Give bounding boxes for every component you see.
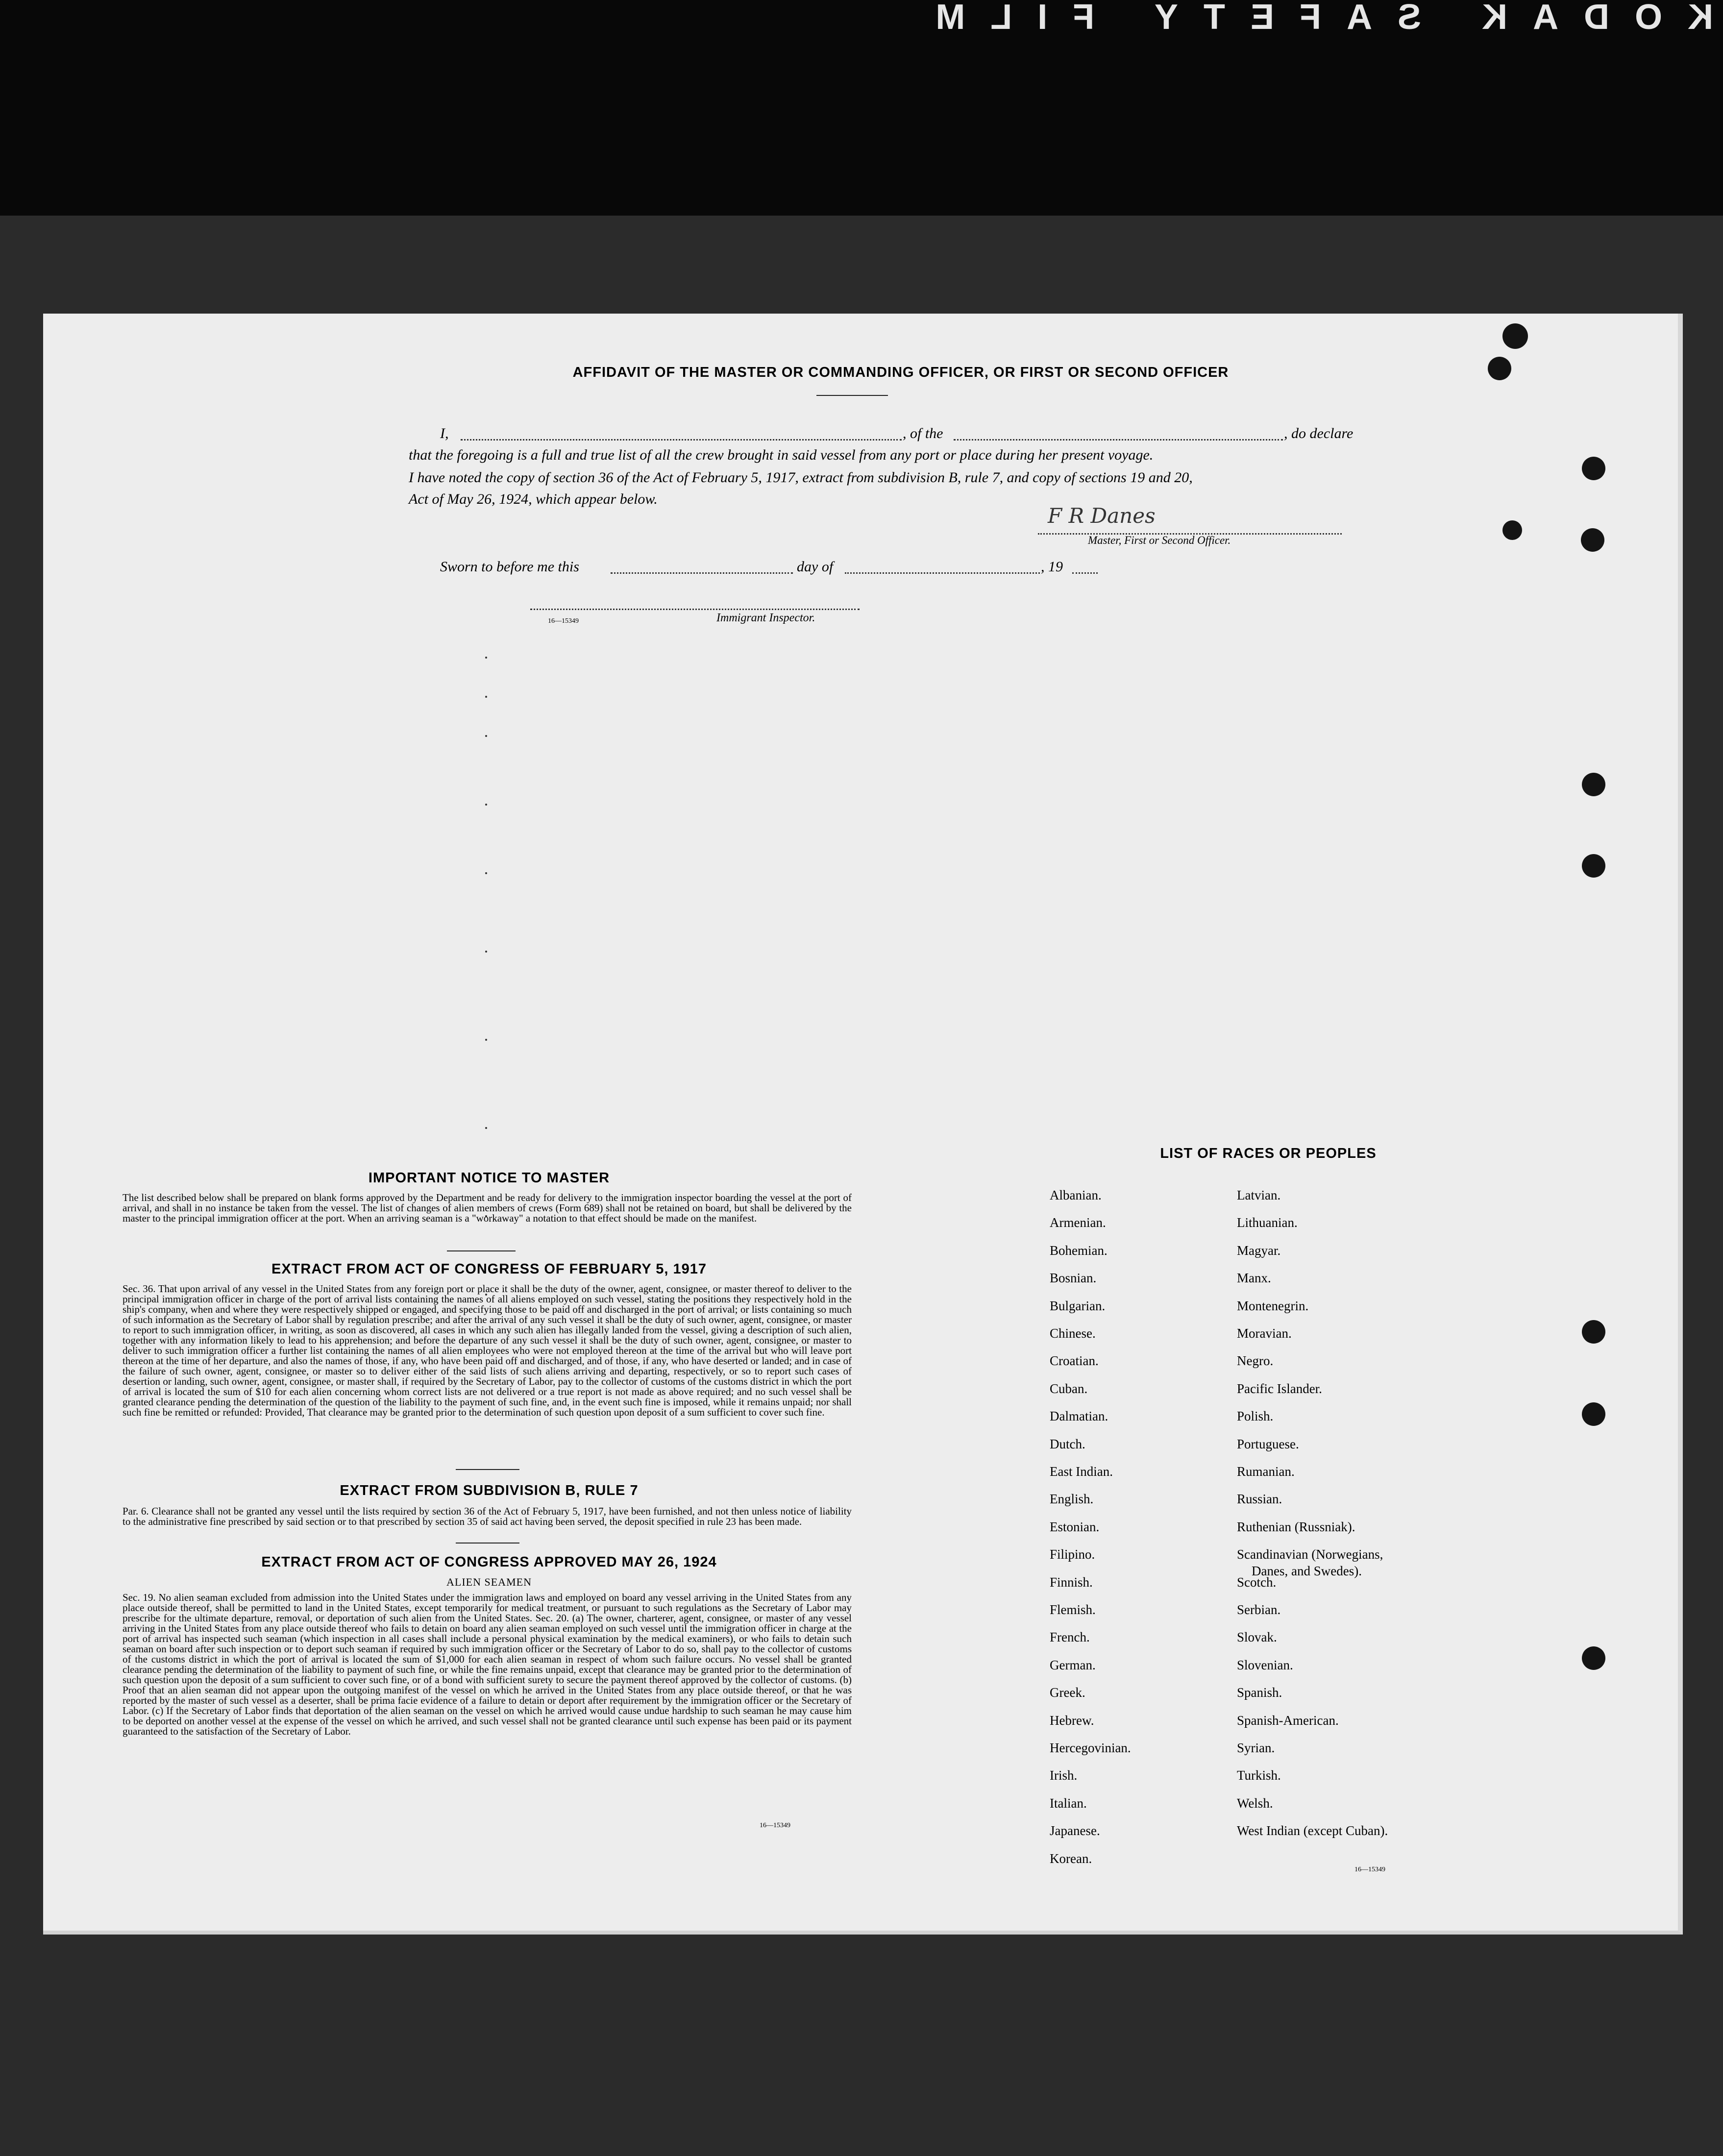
declaration-line-2: that the foregoing is a full and true list of all the crew brought in said vessel from any port or place during her present voyage. — [409, 447, 1154, 463]
race-item: Bohemian. — [1050, 1243, 1108, 1258]
race-item: Danes, and Swedes). — [1252, 1564, 1362, 1579]
race-item: English. — [1050, 1492, 1094, 1507]
notice-text: The list described below shall be prepared on blank forms approved by the Department and be ready for delivery to the immigration inspector boarding the vessel at the port of arrival, and shall in no instance be taken from the vessel. The list of changes of alien members of crews (Form 689) shall not be retained on board, but shall be delivered by the master to the principal immigration officer at the port. When an arriving seaman is a "workaway" a notation to that effect should be made on the manifest. — [123, 1192, 852, 1224]
binder-hole — [1582, 854, 1605, 878]
race-item: Rumanian. — [1237, 1464, 1295, 1479]
extract-1917-text: Sec. 36. That upon arrival of any vessel in the United States from any foreign port or place it shall be the duty of the owner, agent, consignee, or master thereof to deliver to the principal immigration officer in charge of the port of arrival lists containing the names of all aliens employed on such vessel, stating the positions they respectively hold in the ship's company, when and where they were respectively shipped or engaged, and specifying those to be paid off and discharged in the port of arrival; or lists containing so much of such information as the Secretary of Labor shall by regulation prescribe; and after the arrival of any such vessel it shall be the duty of such owner, agent, consignee, or master to report to such immigration officer, in writing, as soon as discovered, all cases in which any such alien has illegally landed from the vessel, giving a description of such alien, together with any information likely to lead to his apprehension; and before the departure of any such vessel it shall be the duty of such owner, agent, consignee, or master to deliver to such immigration officer a further list containing the names of all alien employees who were not employed thereon at the time of the arrival but who will leave port thereon at the time of her departure, and also the names of those, if any, who have been paid off and discharged, and of those, if any, who have deserted or landed; and in case of the failure of such owner, agent, consignee, or master so to deliver either of the said lists of such aliens arriving and departing, respectively, or so to report such cases of desertion or landing, such owner, agent, consignee, or master shall, if required by the Secretary of Labor, pay to the collector of customs of the customs district in which the port of arrival is located the sum of $10 for each alien concerning whom correct lists are not delivered or a true report is not made as above required; and no such vessel shall be granted clearance pending the determination of the question of the liability to the payment of such fine, and, in the event such fine is imposed, while it remains unpaid; nor shall such fine be remitted or refunded: Provided, That clearance may be granted prior to the determination of such question upon deposit of a sum sufficient to cover such fine. — [123, 1283, 852, 1418]
of-the-label: , of the — [903, 425, 943, 441]
race-item: Bosnian. — [1050, 1271, 1097, 1286]
race-item: Slovenian. — [1237, 1657, 1293, 1672]
alien-seamen-subtitle: ALIEN SEAMEN — [446, 1576, 532, 1588]
form-number: 16—15349 — [760, 1822, 790, 1829]
film-border — [0, 0, 1723, 216]
extract-1924-text: Sec. 19. No alien seaman excluded from admission into the United States under the immigration laws and employed on board any vessel arriving in the United States from any place outside thereof, shall be permitted to land in the United States, except temporarily for medical treatment, or pursuant to such regulations as the Secretary of Labor may prescribe for the ultimate departure, removal, or deportation of such alien from the United States. Sec. 20. (a) The owner, charterer, agent, consignee, or master of any vessel arriving in the United States from any place outside thereof who fails to detain on board any alien seaman employed on such vessel until the immigration officer in charge at the port of arrival has inspected such seaman (which inspection in all cases shall include a personal physical examination by the medical examiners), or who fails to detain such seaman on board after such inspection or to deport such seaman if required by such immigration officer or the Secretary of Labor to do so, shall pay to the collector of customs of the customs district in which the port of arrival is located the sum of $1,000 for each alien seaman in respect of whom such failure occurs. No vessel shall be granted clearance pending the determination of the liability to payment of such fine, or while the fine remains unpaid, except that clearance may be granted prior to the determination of such question upon the deposit of a sum sufficient to cover such fine, or of a bond with sufficient surety to secure the payment thereof approved by the collector of customs. (b) Proof that an alien seaman did not appear upon the outgoing manifest of the vessel on which he arrived in the United States from any place outside thereof, or that he was reported by the master of such vessel as a deserter, shall be prima facie evidence of a failure to detain or deport after requirement by the immigration officer or the Secretary of Labor. (c) If the Secretary of Labor finds that deportation of the alien seaman on the vessel on which he arrived would cause undue hardship to such seaman he may cause him to be deported on another vessel at the expense of the vessel on which he arrived, and such vessel shall not be granted clearance until such expense has been paid or its payment guaranteed to the satisfaction of the Secretary of Labor. — [123, 1592, 852, 1737]
race-item: Manx. — [1237, 1271, 1271, 1286]
race-item: Moravian. — [1237, 1326, 1292, 1341]
race-item: Polish. — [1237, 1409, 1274, 1424]
declaration-line-3: I have noted the copy of section 36 of the Act of February 5, 1917, extract from subdivision B, rule 7, and copy of sections 19 and 20, — [409, 469, 1193, 486]
extract-1917-title: EXTRACT FROM ACT OF CONGRESS OF FEBRUARY 5, 1917 — [271, 1261, 707, 1277]
sworn-prefix: Sworn to before me this — [440, 559, 579, 575]
margin-dot — [485, 872, 487, 874]
race-item: Negro. — [1237, 1353, 1274, 1369]
race-item: Scotch. — [1237, 1574, 1277, 1590]
race-item: Montenegrin. — [1237, 1298, 1309, 1313]
inspector-caption: Immigrant Inspector. — [716, 612, 815, 624]
document-page — [43, 314, 1683, 1935]
margin-dot — [485, 696, 487, 698]
extract-1924-title: EXTRACT FROM ACT OF CONGRESS APPROVED MAY 26, 1924 — [261, 1554, 717, 1570]
race-item: Italian. — [1050, 1795, 1087, 1811]
race-item: Hercegovinian. — [1050, 1740, 1131, 1755]
binder-hole — [1502, 520, 1522, 540]
race-item: Croatian. — [1050, 1353, 1099, 1369]
divider — [447, 1250, 516, 1251]
race-item: Greek. — [1050, 1685, 1085, 1700]
race-item: Finnish. — [1050, 1574, 1093, 1590]
race-item: East Indian. — [1050, 1464, 1113, 1479]
race-item: Chinese. — [1050, 1326, 1096, 1341]
race-item: Syrian. — [1237, 1740, 1275, 1755]
extract-rule7-title: EXTRACT FROM SUBDIVISION B, RULE 7 — [340, 1483, 639, 1498]
race-item: Lithuanian. — [1237, 1215, 1298, 1230]
race-item: Spanish. — [1237, 1685, 1282, 1700]
declarant-prefix: I, — [440, 425, 449, 441]
race-item: Dutch. — [1050, 1436, 1085, 1451]
form-number: 16—15349 — [548, 617, 579, 625]
race-item: Latvian. — [1237, 1188, 1281, 1202]
affidavit-title: AFFIDAVIT OF THE MASTER OR COMMANDING OFFICER, OR FIRST OR SECOND OFFICER — [572, 365, 1229, 380]
binder-hole — [1582, 1402, 1605, 1426]
margin-dot — [485, 1127, 487, 1129]
notice-title: IMPORTANT NOTICE TO MASTER — [368, 1170, 610, 1186]
race-item: German. — [1050, 1657, 1096, 1672]
race-item: Spanish-American. — [1237, 1713, 1339, 1728]
race-item: Cuban. — [1050, 1381, 1088, 1396]
races-title: LIST OF RACES OR PEOPLES — [1160, 1146, 1377, 1161]
race-item: Korean. — [1050, 1851, 1092, 1866]
race-item: Bulgarian. — [1050, 1298, 1106, 1313]
margin-dot — [485, 735, 487, 737]
race-item: Estonian. — [1050, 1519, 1100, 1534]
day-of-label: day of — [797, 559, 834, 575]
margin-dot — [485, 657, 487, 659]
binder-hole — [1581, 528, 1604, 552]
form-number: 16—15349 — [1354, 1866, 1385, 1873]
race-item: Serbian. — [1237, 1602, 1281, 1617]
race-item: Welsh. — [1237, 1795, 1273, 1811]
race-item: Russian. — [1237, 1492, 1282, 1507]
year-label: , 19 — [1041, 559, 1063, 575]
binder-hole — [1582, 457, 1605, 480]
race-item: Albanian. — [1050, 1188, 1102, 1202]
divider — [456, 1543, 519, 1544]
declaration-line-4: Act of May 26, 1924, which appear below. — [409, 491, 658, 507]
binder-hole — [1582, 773, 1605, 796]
vessel-blank — [954, 439, 1283, 441]
race-item: Filipino. — [1050, 1547, 1095, 1562]
race-item: Hebrew. — [1050, 1713, 1094, 1728]
binder-hole — [1582, 1320, 1605, 1344]
race-item: Scandinavian (Norwegians, — [1237, 1547, 1383, 1562]
inspector-blank — [530, 609, 860, 610]
name-blank — [461, 439, 902, 441]
race-item: Ruthenian (Russniak). — [1237, 1519, 1355, 1534]
race-item: French. — [1050, 1630, 1090, 1645]
sworn-year-blank — [1072, 572, 1098, 574]
binder-hole — [1488, 357, 1511, 380]
extract-rule7-text: Par. 6. Clearance shall not be granted any vessel until the lists required by section 36 of the Act of February 5, 1917, have been furnished, and not then unless notice of liability to the administrative fine prescribed by said section or to that prescribed by section 35 of said act having been served, the deposit specified in rule 23 has been made. — [123, 1505, 852, 1527]
race-item: Portuguese. — [1237, 1436, 1299, 1451]
race-item: Slovak. — [1237, 1630, 1277, 1645]
divider — [456, 1469, 519, 1470]
binder-hole — [1502, 323, 1528, 349]
race-item: Dalmatian. — [1050, 1409, 1108, 1424]
race-item: Flemish. — [1050, 1602, 1096, 1617]
sworn-day-blank — [611, 572, 793, 574]
race-item: Turkish. — [1237, 1768, 1281, 1783]
sworn-month-blank — [845, 572, 1040, 574]
margin-dot — [485, 1039, 487, 1041]
race-item: Pacific Islander. — [1237, 1381, 1322, 1396]
signature-caption: Master, First or Second Officer. — [1088, 534, 1231, 546]
binder-hole — [1582, 1646, 1605, 1670]
race-item: Japanese. — [1050, 1823, 1100, 1838]
divider — [816, 395, 888, 396]
margin-dot — [485, 804, 487, 806]
race-item: West Indian (except Cuban). — [1237, 1823, 1388, 1838]
film-strip-text: KODAK SAFETY FILM — [910, 0, 1713, 37]
margin-dot — [485, 951, 487, 953]
master-signature: F R Danes — [1048, 504, 1156, 528]
race-item: Armenian. — [1050, 1215, 1106, 1230]
do-declare-label: , do declare — [1284, 425, 1354, 441]
race-item: Magyar. — [1237, 1243, 1281, 1258]
race-item: Irish. — [1050, 1768, 1078, 1783]
